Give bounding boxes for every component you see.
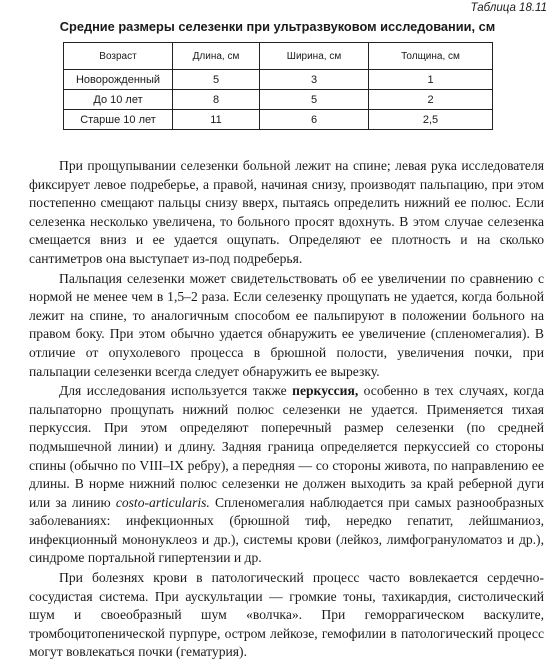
cell-thickness: 2 (369, 90, 493, 110)
table-number: Таблица 18.11 (470, 2, 547, 14)
table-header-row (64, 43, 493, 70)
body-text (29, 157, 544, 662)
latin-term: costo-articularis. (115, 494, 210, 510)
cell-length: 8 (173, 90, 260, 110)
cell-age: Старше 10 лет (64, 110, 173, 130)
cell-width: 6 (260, 110, 369, 130)
spleen-size-table (63, 42, 493, 130)
cell-age: До 10 лет (64, 90, 173, 110)
percussion-text-end: Спленомегалия наблюдается при самых разнообразных заболеваниях: инфекционных (брюшной тиф, нередко гепатит, лейшманиоз, инфекционный мононуклеоз и др.), системы крови (лейкоз, лимфогрануломатоз и др.), синдроме портальной гипертензии и др. (29, 494, 545, 566)
cell-length: 5 (173, 70, 260, 90)
percussion-text-intro: Для исследования используется также (59, 383, 293, 399)
table-title: Средние размеры селезенки при ультразвуковом исследовании, см (59, 19, 496, 34)
table-row (64, 110, 493, 130)
paragraph-palpation-technique: При прощупывании селезенки больной лежит на спине; левая рука исследователя фиксирует левое подреберье, а правой, начиная снизу, производят пальпацию, при этом постепенно смещают пальцы снизу вверх, пытаясь определить нижний ее полюс. Если селезенка несколько увеличена, то больного просят вдохнуть. В этом случае селезенка смещается вниз и ее удается ощупать. Определяют ее плотность и на сколько сантиметров она выступает из-под подреберья. (29, 158, 544, 266)
table-row (64, 70, 493, 90)
percussion-term: перкуссия, (292, 383, 359, 399)
percussion-text-main: особенно в тех случаях, когда пальпаторно прощупать нижний полюс селезенки не удается. Применяется тихая перкуссия. При этом определяют поперечный размер селезенки (по средней подмышечной линии) и длину. Задняя граница определяется перкуссией со стороны спины (обычно по VIII–IX ребру), а передняя — со стороны живота, по направлению ее длины. В норме нижний полюс селезенки не должен выходить за край реберной дуги или за линию (29, 383, 544, 510)
paragraph-percussion (29, 382, 544, 568)
header-length: Длина, см (173, 43, 260, 70)
cell-age: Новорожденный (64, 70, 173, 90)
paragraph-blood-diseases: При болезнях крови в патологический процесс часто вовлекается сердечно-сосудистая система. При аускультации — громкие тоны, тахикардия, систолический шум и своеобразный шум «волчка». При геморрагическом васкулите, тромбоцитопенической пурпуре, остром лейкозе, гемофилии в патологический процесс могут вовлекаться почки (гематурия). (29, 570, 544, 660)
cell-thickness: 1 (369, 70, 493, 90)
cell-width: 5 (260, 90, 369, 110)
cell-length: 11 (173, 110, 260, 130)
paragraph-palpation-findings: Пальпация селезенки может свидетельствовать об ее увеличении по сравнению с нормой не менее чем в 1,5–2 раза. Если селезенку прощупать не удается, когда больной лежит на спине, то аналогичным способом ее пальпируют в положении больного на правом боку. При этом обычно удается обнаружить ее увеличение (спленомегалия). В отличие от опухолевого процесса в брюшной полости, увеличения почки, при пальпации селезенки всегда следует обнаружить ее вырезку. (29, 270, 544, 379)
header-age: Возраст (64, 43, 173, 70)
table-row (64, 90, 493, 110)
cell-width: 3 (260, 70, 369, 90)
cell-thickness: 2,5 (369, 110, 493, 130)
header-width: Ширина, см (260, 43, 369, 70)
header-thickness: Толщина, см (369, 43, 493, 70)
